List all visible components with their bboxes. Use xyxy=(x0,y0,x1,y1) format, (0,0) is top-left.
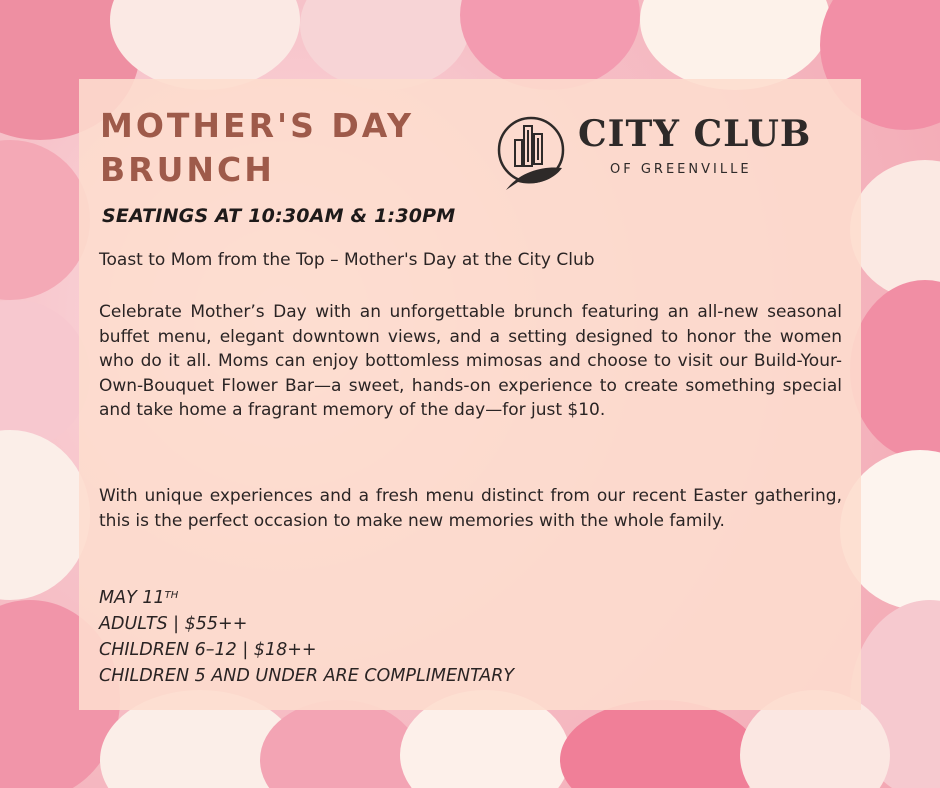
adults-price: ADULTS | $55++ xyxy=(99,614,248,634)
event-date xyxy=(99,585,514,611)
seatings-heading: SEATINGS AT 10:30AM & 1:30PM xyxy=(102,205,456,227)
children-under-5-note: CHILDREN 5 AND UNDER ARE COMPLIMENTARY xyxy=(99,666,515,686)
event-details xyxy=(99,585,514,689)
logo-name: CITY CLUB xyxy=(578,113,812,155)
event-date-main: MAY 11 xyxy=(99,588,165,608)
tagline: Toast to Mom from the Top – Mother's Day at the City Club xyxy=(99,250,595,270)
experience-paragraph: With unique experiences and a fresh menu distinct from our recent Easter gathering, this is the perfect occasion to make new memories with the whole family. xyxy=(99,486,842,531)
event-date-suffix: TH xyxy=(164,590,179,601)
event-title: MOTHER'S DAY BRUNCH xyxy=(100,106,415,189)
city-club-logo xyxy=(496,112,816,196)
description-paragraph: Celebrate Mother’s Day with an unforgettable brunch featuring an all-new seasonal buffet menu, elegant downtown views, and a setting designed to honor the women who do it all. Moms can enjoy bottomless mimosas and choose to visit our Build-Your-Own-Bouquet Flower Bar—a sweet, hands-on experience to create something special and take home a fragrant memory of the day—for just $10. xyxy=(99,302,842,420)
city-skyline-leaf-icon xyxy=(496,112,566,196)
logo-subtitle: OF GREENVILLE xyxy=(610,162,752,177)
children-price: CHILDREN 6–12 | $18++ xyxy=(99,640,317,660)
